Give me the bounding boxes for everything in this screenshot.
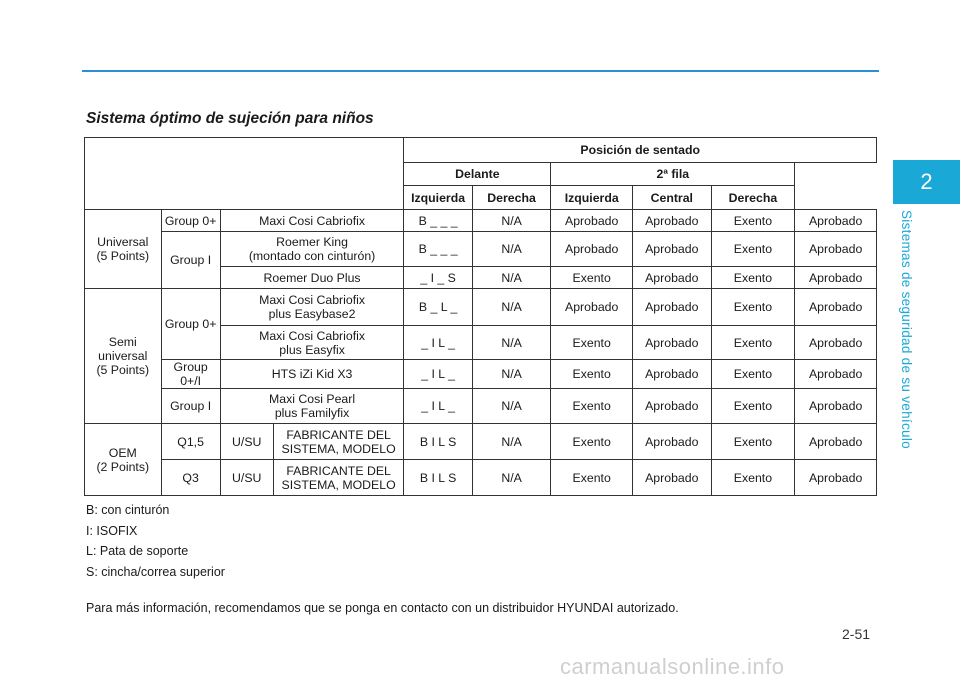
fixing-code-cell: B _ _ _ xyxy=(404,210,472,232)
approval-cell: Aprobado xyxy=(633,232,712,267)
approval-cell: N/A xyxy=(472,389,551,424)
table-row xyxy=(85,460,877,496)
table-row xyxy=(85,424,877,460)
seat-model-cell: FABRICANTE DEL SISTEMA, MODELO xyxy=(273,460,404,496)
header-front: Delante xyxy=(404,163,551,186)
approval-cell: Aprobado xyxy=(633,460,712,496)
header-col: Izquierda xyxy=(404,186,472,210)
approval-cell: Exento xyxy=(711,424,795,460)
approval-cell: Aprobado xyxy=(633,210,712,232)
seat-model-cell: Maxi Cosi Cabriofix plus Easyfix xyxy=(220,326,404,360)
approval-cell: Aprobado xyxy=(633,267,712,289)
approval-cell: Aprobado xyxy=(633,360,712,389)
seat-model-cell: FABRICANTE DEL SISTEMA, MODELO xyxy=(273,424,404,460)
legend-item: I: ISOFIX xyxy=(86,523,138,538)
legend-item: B: con cinturón xyxy=(86,503,170,517)
type-cell: U/SU xyxy=(220,460,273,496)
approval-cell: Aprobado xyxy=(551,289,633,326)
approval-cell: N/A xyxy=(472,210,551,232)
table-row xyxy=(85,210,877,232)
approval-cell: Exento xyxy=(711,389,795,424)
group-cell: Group 0+ xyxy=(161,210,220,232)
approval-cell: Exento xyxy=(551,389,633,424)
table-row xyxy=(85,289,877,326)
type-cell: U/SU xyxy=(220,424,273,460)
header-col: Central xyxy=(633,186,712,210)
table-row xyxy=(85,232,877,267)
approval-cell: Aprobado xyxy=(795,326,877,360)
fixing-code-cell: B _ _ _ xyxy=(404,232,472,267)
chapter-side-title xyxy=(888,210,928,470)
approval-cell: Exento xyxy=(711,289,795,326)
header-position: Posición de sentado xyxy=(404,138,877,163)
fixing-code-cell: B _ L _ xyxy=(404,289,472,326)
group-cell: Group 0+ xyxy=(161,289,220,360)
approval-cell: Exento xyxy=(551,424,633,460)
chapter-tab xyxy=(893,160,960,204)
seat-model-cell: Maxi Cosi Cabriofix plus Easybase2 xyxy=(220,289,404,326)
approval-cell: Aprobado xyxy=(795,360,877,389)
approval-cell: N/A xyxy=(472,289,551,326)
fixing-code-cell: _ I _ S xyxy=(404,267,472,289)
fixing-code-cell: B I L S xyxy=(404,424,472,460)
group-cell: Q1,5 xyxy=(161,424,220,460)
approval-cell: Exento xyxy=(711,360,795,389)
watermark: carmanualsonline.info xyxy=(560,654,785,679)
category-cell: OEM (2 Points) xyxy=(85,424,162,496)
group-cell: Group I xyxy=(161,389,220,424)
approval-cell: Exento xyxy=(711,267,795,289)
approval-cell: Aprobado xyxy=(795,389,877,424)
seat-model-cell: Maxi Cosi Cabriofix xyxy=(220,210,404,232)
approval-cell: Aprobado xyxy=(551,232,633,267)
header-second-row: 2ª fila xyxy=(551,163,795,186)
approval-cell: Aprobado xyxy=(795,460,877,496)
approval-cell: Aprobado xyxy=(633,424,712,460)
section-heading: Sistema óptimo de sujeción para niños xyxy=(86,110,374,127)
seat-model-cell: Roemer Duo Plus xyxy=(220,267,404,289)
header-col: Derecha xyxy=(472,186,551,210)
approval-cell: Exento xyxy=(711,460,795,496)
table-row xyxy=(85,389,877,424)
approval-cell: Aprobado xyxy=(795,424,877,460)
approval-cell: N/A xyxy=(472,424,551,460)
legend xyxy=(86,500,225,582)
legend-item: S: cincha/correa superior xyxy=(86,564,225,579)
approval-cell: N/A xyxy=(472,267,551,289)
seat-model-cell: Maxi Cosi Pearl plus Familyfix xyxy=(220,389,404,424)
page-number: 2-51 xyxy=(842,626,871,642)
header-col: Derecha xyxy=(711,186,795,210)
seat-model-cell: HTS iZi Kid X3 xyxy=(220,360,404,389)
header-col: Izquierda xyxy=(551,186,633,210)
group-cell: Group I xyxy=(161,232,220,289)
chapter-title: Sistemas de seguridad de su vehículo xyxy=(899,210,914,449)
approval-cell: Aprobado xyxy=(633,289,712,326)
fixing-code-cell: _ I L _ xyxy=(404,389,472,424)
approval-cell: Aprobado xyxy=(795,267,877,289)
group-cell: Group 0+/I xyxy=(161,360,220,389)
approval-cell: Aprobado xyxy=(551,210,633,232)
legend-item: L: Pata de soporte xyxy=(86,544,189,558)
approval-cell: N/A xyxy=(472,232,551,267)
table-row xyxy=(85,360,877,389)
approval-cell: N/A xyxy=(472,460,551,496)
approval-cell: Exento xyxy=(551,267,633,289)
group-cell: Q3 xyxy=(161,460,220,496)
fixing-code-cell: _ I L _ xyxy=(404,360,472,389)
approval-cell: Aprobado xyxy=(633,389,712,424)
approval-cell: Aprobado xyxy=(795,289,877,326)
approval-cell: N/A xyxy=(472,326,551,360)
table-row xyxy=(85,138,877,163)
approval-cell: Exento xyxy=(711,232,795,267)
approval-cell: Aprobado xyxy=(795,232,877,267)
fixing-code-cell: B I L S xyxy=(404,460,472,496)
approval-cell: Exento xyxy=(711,326,795,360)
footer-note: Para más información, recomendamos que se ponga en contacto con un distribuidor HYUNDAI autorizado. xyxy=(86,601,679,615)
approval-cell: Exento xyxy=(551,360,633,389)
fixing-code-cell: _ I L _ xyxy=(404,326,472,360)
header-blank-cell xyxy=(85,138,404,210)
seating-position-table xyxy=(84,137,877,496)
approval-cell: Exento xyxy=(711,210,795,232)
seat-model-cell: Roemer King (montado con cinturón) xyxy=(220,232,404,267)
category-cell: Universal (5 Points) xyxy=(85,210,162,289)
approval-cell: N/A xyxy=(472,360,551,389)
top-rule xyxy=(82,70,879,72)
approval-cell: Exento xyxy=(551,326,633,360)
approval-cell: Exento xyxy=(551,460,633,496)
approval-cell: Aprobado xyxy=(795,210,877,232)
category-cell: Semi universal (5 Points) xyxy=(85,289,162,424)
chapter-number: 2 xyxy=(920,169,933,194)
approval-cell: Aprobado xyxy=(633,326,712,360)
